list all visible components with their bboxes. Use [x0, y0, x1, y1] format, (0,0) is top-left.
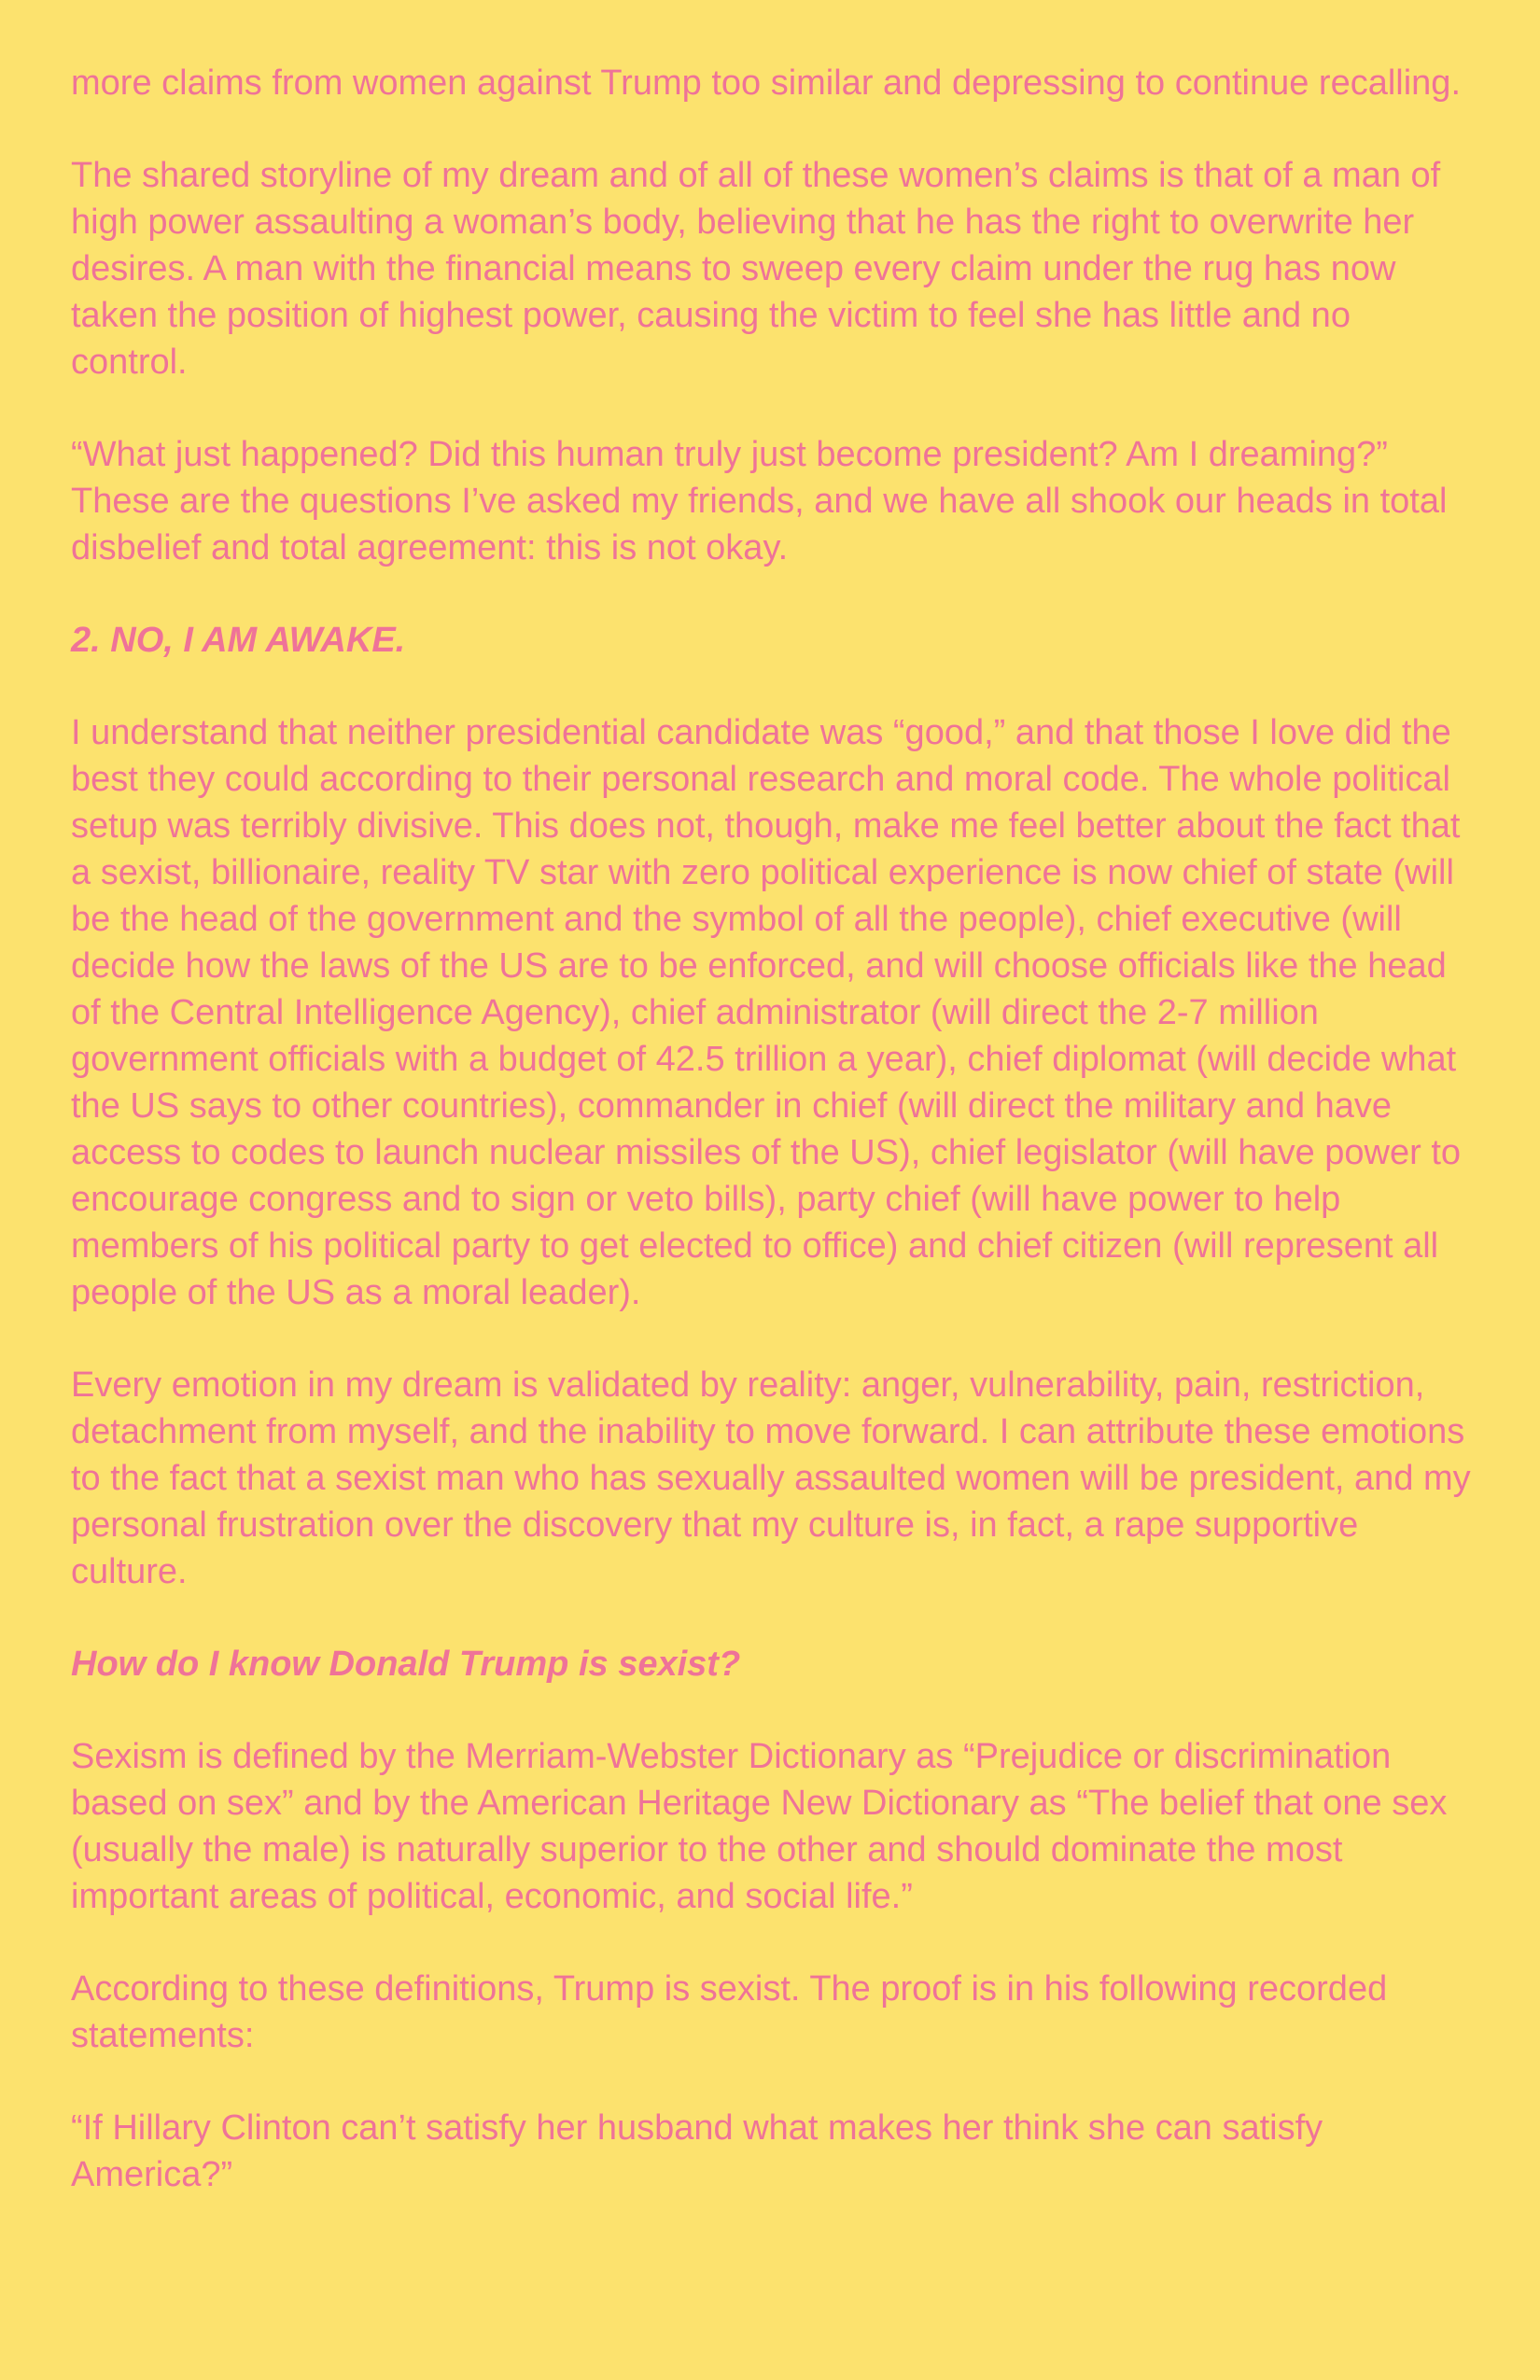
- section-heading-awake: 2. NO, I AM AWAKE.: [71, 621, 406, 660]
- paragraph-according-to-definitions: According to these definitions, Trump is sexist. The proof is in his following recorded statements:: [71, 1969, 1388, 2055]
- paragraph-hillary-quote: “If Hillary Clinton can’t satisfy her husband what makes her think she can satisfy America?”: [71, 2108, 1323, 2194]
- paragraph-what-just-happened: “What just happened? Did this human truly just become president? Am I dreaming?” These are the questions I’ve asked my friends, and we have all shook our heads in total disbelief and total agreement: this is not okay.: [71, 435, 1448, 567]
- paragraph-shared-storyline: The shared storyline of my dream and of all of these women’s claims is that of a man of high power assaulting a woman’s body, believing that he has the right to overwrite her desires. A man with the financial means to sweep every claim under the rug has now taken the position of highest power, causing the victim to feel she has little and no control.: [71, 156, 1441, 382]
- section-heading-sexist-question: How do I know Donald Trump is sexist?: [71, 1645, 741, 1684]
- paragraph-sexism-definition: Sexism is defined by the Merriam-Webster Dictionary as “Prejudice or discrimination based on sex” and by the American Heritage New Dictionary as “The belief that one sex (usually the male) is naturally superior to the other and should dominate the most important areas of political, economic, and social life.”: [71, 1737, 1448, 1916]
- paragraph-presidential-roles: I understand that neither presidential candidate was “good,” and that those I love did the best they could according to their personal research and moral code. The whole political setup was terribly divisive. This does not, though, make me feel better about the fact that a sexist, billionaire, reality TV star with zero political experience is now chief of state (will be the head of the government and the symbol of all the people), chief executive (will decide how the laws of the US are to be enforced, and will choose officials like the head of the Central Intelligence Agency), chief administrator (will direct the 2-7 million government officials with a budget of 42.5 trillion a year), chief diplomat (will decide what the US says to other countries), commander in chief (will direct the military and have access to codes to launch nuclear missiles of the US), chief legislator (will have power to encourage congress and to sign or veto bills), party chief (will have power to help members of his political party to get elected to office) and chief citizen (will represent all people of the US as a moral leader).: [71, 713, 1462, 1312]
- paragraph-every-emotion: Every emotion in my dream is validated by reality: anger, vulnerability, pain, restriction, detachment from myself, and the inability to move forward. I can attribute these emotions to the fact that a sexist man who has sexually assaulted women will be president, and my personal frustration over the discovery that my culture is, in fact, a rape supportive culture.: [71, 1365, 1471, 1591]
- paragraph-claims-continued: more claims from women against Trump too similar and depressing to continue recalling.: [71, 63, 1461, 103]
